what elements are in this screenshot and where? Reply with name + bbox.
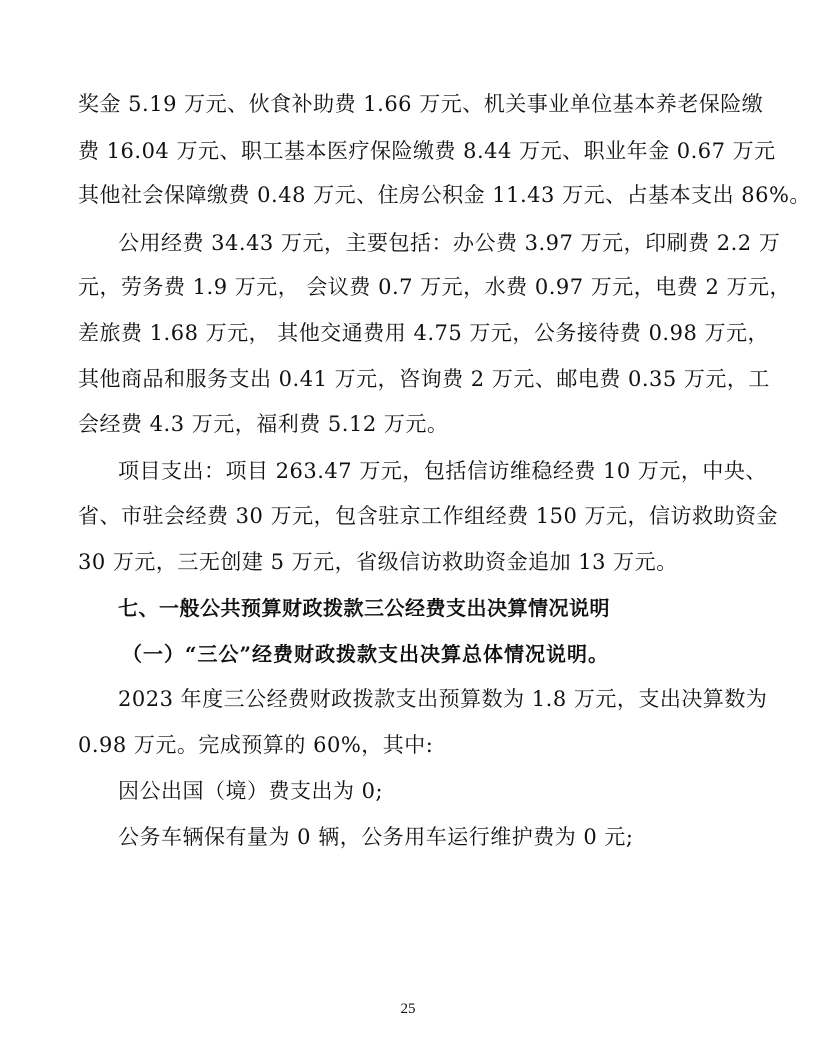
text-line: 省、市驻会经费 30 万元，包含驻京工作组经费 150 万元，信访救助资金 <box>78 504 779 528</box>
text-line: 公务车辆保有量为 0 辆，公务用车运行维护费为 0 元; <box>118 825 634 849</box>
text-line: 因公出国（境）费支出为 0; <box>118 779 384 803</box>
page-number: 25 <box>400 1001 416 1017</box>
text-line: 项目支出：项目 263.47 万元，包括信访维稳经费 10 万元，中央、 <box>118 459 767 483</box>
text-line: 费 16.04 万元、职工基本医疗保险缴费 8.44 万元、职业年金 0.67 万元 <box>78 139 776 163</box>
text-line: 2023 年度三公经费财政拨款支出预算数为 1.8 万元，支出决算数为 <box>118 687 768 711</box>
subsection-heading: （一）“三公”经费财政拨款支出决算总体情况说明。 <box>122 642 610 666</box>
section-heading: 七、一般公共预算财政拨款三公经费支出决算情况说明 <box>118 596 610 620</box>
text-line: 0.98 万元。完成预算的 60%，其中: <box>78 733 434 757</box>
text-line: 差旅费 1.68 万元， 其他交通费用 4.75 万元，公务接待费 0.98 万元， <box>78 321 769 345</box>
text-line: 公用经费 34.43 万元，主要包括：办公费 3.97 万元，印刷费 2.2 万 <box>118 231 781 255</box>
text-line: 奖金 5.19 万元、伙食补助费 1.66 万元、机关事业单位基本养老保险缴 <box>78 92 764 116</box>
text-line: 元，劳务费 1.9 万元， 会议费 0.7 万元，水费 0.97 万元，电费 2 万元， <box>78 275 791 299</box>
text-line: 会经费 4.3 万元，福利费 5.12 万元。 <box>78 412 449 436</box>
text-line: 30 万元，三无创建 5 万元，省级信访救助资金追加 13 万元。 <box>78 550 678 574</box>
text-line: 其他商品和服务支出 0.41 万元，咨询费 2 万元、邮电费 0.35 万元，工 <box>78 367 770 391</box>
text-line: 其他社会保障缴费 0.48 万元、住房公积金 11.43 万元、占基本支出 86%。 <box>78 183 811 207</box>
